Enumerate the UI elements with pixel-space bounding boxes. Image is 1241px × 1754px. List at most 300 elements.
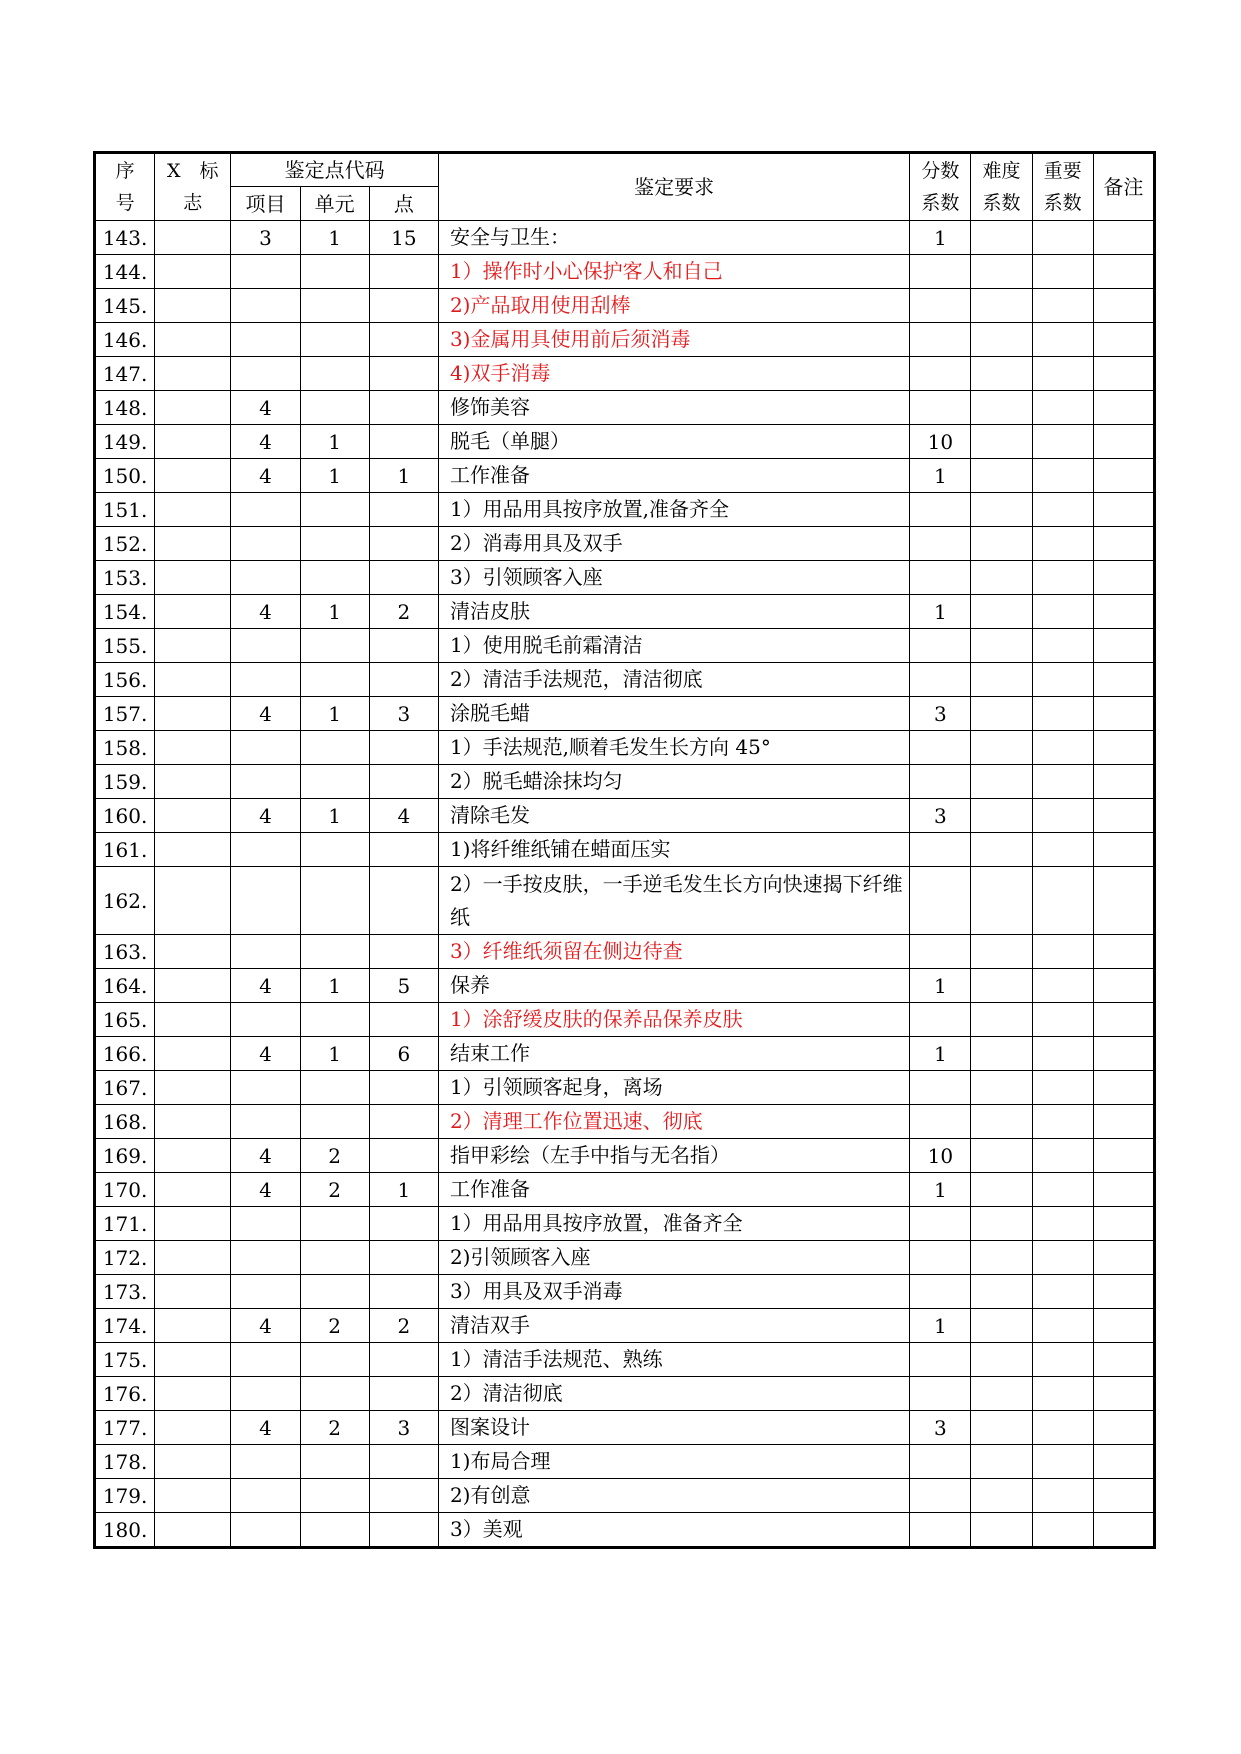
cell-score: 1 (910, 1173, 971, 1207)
cell-requirement: 安全与卫生： (438, 221, 909, 255)
cell-importance (1032, 1207, 1093, 1241)
table-row (95, 1173, 1155, 1207)
cell-point (369, 867, 438, 935)
cell-xflag (155, 1445, 231, 1479)
cell-requirement: 1）用品用具按序放置,准备齐全 (438, 493, 909, 527)
cell-remark (1093, 595, 1154, 629)
cell-item (231, 1241, 300, 1275)
cell-unit: 1 (300, 1037, 369, 1071)
cell-xflag (155, 561, 231, 595)
cell-importance (1032, 663, 1093, 697)
cell-point (369, 765, 438, 799)
cell-requirement: 2)引领顾客入座 (438, 1241, 909, 1275)
cell-seq: 164. (95, 969, 155, 1003)
cell-xflag (155, 595, 231, 629)
cell-remark (1093, 323, 1154, 357)
header-remark: 备注 (1093, 153, 1154, 221)
cell-unit: 1 (300, 697, 369, 731)
cell-seq: 175. (95, 1343, 155, 1377)
cell-remark (1093, 221, 1154, 255)
cell-seq: 147. (95, 357, 155, 391)
cell-seq: 178. (95, 1445, 155, 1479)
cell-item (231, 561, 300, 595)
cell-remark (1093, 765, 1154, 799)
cell-requirement: 1）操作时小心保护客人和自己 (438, 255, 909, 289)
cell-requirement: 1)布局合理 (438, 1445, 909, 1479)
cell-point: 3 (369, 1411, 438, 1445)
cell-requirement: 2)有创意 (438, 1479, 909, 1513)
cell-unit: 2 (300, 1173, 369, 1207)
cell-point (369, 731, 438, 765)
cell-requirement: 2)产品取用使用刮棒 (438, 289, 909, 323)
cell-xflag (155, 1105, 231, 1139)
table-row (95, 1003, 1155, 1037)
cell-unit: 1 (300, 221, 369, 255)
cell-requirement: 结束工作 (438, 1037, 909, 1071)
cell-score (910, 357, 971, 391)
cell-xflag (155, 323, 231, 357)
cell-importance (1032, 459, 1093, 493)
cell-score (910, 867, 971, 935)
cell-requirement: 2）一手按皮肤，一手逆毛发生长方向快速揭下纤维纸 (438, 867, 909, 935)
table-row (95, 1445, 1155, 1479)
cell-difficulty (971, 1173, 1032, 1207)
cell-xflag (155, 935, 231, 969)
cell-score (910, 1479, 971, 1513)
cell-importance (1032, 867, 1093, 935)
cell-remark (1093, 391, 1154, 425)
header-xflag-top: X 标 (166, 160, 219, 182)
cell-unit (300, 833, 369, 867)
cell-xflag (155, 799, 231, 833)
cell-unit: 2 (300, 1411, 369, 1445)
cell-point (369, 1207, 438, 1241)
cell-requirement: 保养 (438, 969, 909, 1003)
cell-score: 1 (910, 1309, 971, 1343)
table-row (95, 425, 1155, 459)
cell-seq: 180. (95, 1513, 155, 1548)
cell-point (369, 935, 438, 969)
cell-item (231, 1071, 300, 1105)
cell-importance (1032, 1377, 1093, 1411)
cell-remark (1093, 1513, 1154, 1548)
cell-requirement: 3)金属用具使用前后须消毒 (438, 323, 909, 357)
table-row (95, 1207, 1155, 1241)
cell-item: 4 (231, 391, 300, 425)
cell-seq: 163. (95, 935, 155, 969)
cell-point (369, 323, 438, 357)
table-row (95, 493, 1155, 527)
cell-point (369, 289, 438, 323)
cell-seq: 161. (95, 833, 155, 867)
cell-seq: 167. (95, 1071, 155, 1105)
cell-unit: 1 (300, 799, 369, 833)
cell-unit: 1 (300, 459, 369, 493)
cell-unit (300, 357, 369, 391)
cell-seq: 172. (95, 1241, 155, 1275)
table-body (95, 221, 1155, 1548)
table-row (95, 1037, 1155, 1071)
cell-seq: 151. (95, 493, 155, 527)
table-row (95, 1105, 1155, 1139)
cell-point: 2 (369, 595, 438, 629)
cell-unit (300, 1241, 369, 1275)
cell-seq: 145. (95, 289, 155, 323)
cell-xflag (155, 357, 231, 391)
cell-seq: 153. (95, 561, 155, 595)
cell-point (369, 1003, 438, 1037)
cell-score (910, 663, 971, 697)
cell-xflag (155, 867, 231, 935)
cell-xflag (155, 221, 231, 255)
cell-seq: 170. (95, 1173, 155, 1207)
cell-item (231, 833, 300, 867)
cell-seq: 168. (95, 1105, 155, 1139)
cell-score (910, 255, 971, 289)
cell-difficulty (971, 731, 1032, 765)
cell-item (231, 1377, 300, 1411)
cell-item: 4 (231, 1139, 300, 1173)
cell-difficulty (971, 1445, 1032, 1479)
cell-importance (1032, 357, 1093, 391)
header-seq-bottom: 号 (115, 192, 135, 214)
cell-difficulty (971, 357, 1032, 391)
cell-importance (1032, 391, 1093, 425)
cell-point: 1 (369, 459, 438, 493)
cell-point (369, 833, 438, 867)
cell-xflag (155, 1071, 231, 1105)
cell-importance (1032, 561, 1093, 595)
cell-remark (1093, 799, 1154, 833)
cell-seq: 149. (95, 425, 155, 459)
table-row (95, 1377, 1155, 1411)
cell-xflag (155, 629, 231, 663)
cell-xflag (155, 1343, 231, 1377)
cell-difficulty (971, 493, 1032, 527)
cell-remark (1093, 1377, 1154, 1411)
cell-point (369, 357, 438, 391)
header-difficulty (971, 153, 1032, 221)
cell-unit (300, 493, 369, 527)
table-row (95, 221, 1155, 255)
table-row (95, 527, 1155, 561)
cell-point (369, 493, 438, 527)
cell-point (369, 561, 438, 595)
cell-requirement: 1)将纤维纸铺在蜡面压实 (438, 833, 909, 867)
cell-requirement: 2）清洁手法规范，清洁彻底 (438, 663, 909, 697)
cell-requirement: 3）引领顾客入座 (438, 561, 909, 595)
cell-importance (1032, 1003, 1093, 1037)
cell-point (369, 629, 438, 663)
cell-importance (1032, 935, 1093, 969)
table-row (95, 1513, 1155, 1548)
cell-difficulty (971, 391, 1032, 425)
cell-score: 10 (910, 1139, 971, 1173)
cell-importance (1032, 1071, 1093, 1105)
cell-difficulty (971, 1105, 1032, 1139)
cell-remark (1093, 425, 1154, 459)
table-row (95, 459, 1155, 493)
cell-difficulty (971, 935, 1032, 969)
cell-unit (300, 731, 369, 765)
cell-importance (1032, 527, 1093, 561)
cell-difficulty (971, 561, 1032, 595)
cell-remark (1093, 697, 1154, 731)
cell-seq: 166. (95, 1037, 155, 1071)
cell-score (910, 527, 971, 561)
cell-xflag (155, 493, 231, 527)
cell-item (231, 1513, 300, 1548)
cell-score (910, 1275, 971, 1309)
cell-score: 3 (910, 1411, 971, 1445)
cell-point (369, 255, 438, 289)
cell-point: 4 (369, 799, 438, 833)
cell-seq: 159. (95, 765, 155, 799)
cell-importance (1032, 1479, 1093, 1513)
cell-score: 1 (910, 969, 971, 1003)
cell-unit (300, 1377, 369, 1411)
cell-requirement: 3）用具及双手消毒 (438, 1275, 909, 1309)
cell-importance (1032, 1275, 1093, 1309)
cell-unit (300, 1105, 369, 1139)
cell-point (369, 1071, 438, 1105)
cell-unit (300, 1071, 369, 1105)
cell-seq: 148. (95, 391, 155, 425)
cell-remark (1093, 493, 1154, 527)
cell-seq: 146. (95, 323, 155, 357)
cell-item: 4 (231, 969, 300, 1003)
cell-seq: 177. (95, 1411, 155, 1445)
cell-remark (1093, 1411, 1154, 1445)
cell-xflag (155, 697, 231, 731)
cell-item (231, 629, 300, 663)
cell-remark (1093, 1343, 1154, 1377)
table-row (95, 323, 1155, 357)
table-row (95, 1275, 1155, 1309)
cell-importance (1032, 221, 1093, 255)
cell-item (231, 255, 300, 289)
cell-remark (1093, 969, 1154, 1003)
cell-score: 1 (910, 221, 971, 255)
cell-seq: 155. (95, 629, 155, 663)
cell-xflag (155, 1173, 231, 1207)
cell-xflag (155, 663, 231, 697)
cell-requirement: 清洁双手 (438, 1309, 909, 1343)
cell-seq: 165. (95, 1003, 155, 1037)
cell-difficulty (971, 255, 1032, 289)
cell-requirement: 清除毛发 (438, 799, 909, 833)
cell-item (231, 765, 300, 799)
cell-importance (1032, 1513, 1093, 1548)
cell-remark (1093, 1479, 1154, 1513)
cell-point: 5 (369, 969, 438, 1003)
cell-difficulty (971, 833, 1032, 867)
cell-difficulty (971, 459, 1032, 493)
cell-difficulty (971, 1377, 1032, 1411)
cell-seq: 152. (95, 527, 155, 561)
cell-requirement: 脱毛（单腿） (438, 425, 909, 459)
table-row (95, 357, 1155, 391)
table-row (95, 1241, 1155, 1275)
cell-remark (1093, 1003, 1154, 1037)
header-xflag (155, 153, 231, 221)
cell-remark (1093, 935, 1154, 969)
cell-score: 3 (910, 697, 971, 731)
cell-unit: 1 (300, 595, 369, 629)
cell-xflag (155, 391, 231, 425)
cell-xflag (155, 731, 231, 765)
cell-point: 6 (369, 1037, 438, 1071)
cell-difficulty (971, 527, 1032, 561)
cell-item (231, 1343, 300, 1377)
cell-xflag (155, 1479, 231, 1513)
cell-score (910, 1445, 971, 1479)
cell-item: 4 (231, 1309, 300, 1343)
cell-score (910, 1241, 971, 1275)
cell-requirement: 图案设计 (438, 1411, 909, 1445)
cell-score (910, 323, 971, 357)
cell-requirement: 指甲彩绘（左手中指与无名指） (438, 1139, 909, 1173)
header-score-bottom: 系数 (921, 192, 960, 214)
cell-xflag (155, 1037, 231, 1071)
cell-item: 4 (231, 595, 300, 629)
cell-unit (300, 1513, 369, 1548)
header-importance-bottom: 系数 (1043, 192, 1082, 214)
cell-difficulty (971, 663, 1032, 697)
cell-difficulty (971, 1071, 1032, 1105)
cell-importance (1032, 629, 1093, 663)
cell-importance (1032, 731, 1093, 765)
cell-xflag (155, 1139, 231, 1173)
cell-importance (1032, 1445, 1093, 1479)
header-score (910, 153, 971, 221)
header-score-top: 分数 (921, 160, 960, 182)
cell-point (369, 1513, 438, 1548)
cell-point (369, 1343, 438, 1377)
cell-score: 1 (910, 1037, 971, 1071)
table-header (95, 153, 1155, 221)
cell-requirement: 3）美观 (438, 1513, 909, 1548)
cell-requirement: 2）清理工作位置迅速、彻底 (438, 1105, 909, 1139)
cell-unit (300, 867, 369, 935)
cell-requirement: 修饰美容 (438, 391, 909, 425)
cell-seq: 150. (95, 459, 155, 493)
table-row (95, 833, 1155, 867)
table-row (95, 255, 1155, 289)
cell-seq: 143. (95, 221, 155, 255)
cell-xflag (155, 425, 231, 459)
cell-difficulty (971, 1037, 1032, 1071)
header-difficulty-bottom: 系数 (982, 192, 1021, 214)
cell-point (369, 425, 438, 459)
cell-requirement: 1）引领顾客起身，离场 (438, 1071, 909, 1105)
cell-score: 1 (910, 595, 971, 629)
cell-difficulty (971, 1275, 1032, 1309)
cell-seq: 176. (95, 1377, 155, 1411)
table-row (95, 289, 1155, 323)
cell-point: 3 (369, 697, 438, 731)
cell-difficulty (971, 969, 1032, 1003)
cell-remark (1093, 1241, 1154, 1275)
cell-xflag (155, 459, 231, 493)
header-code-item: 项目 (231, 187, 300, 221)
cell-point (369, 391, 438, 425)
cell-requirement: 2）消毒用具及双手 (438, 527, 909, 561)
cell-remark (1093, 1173, 1154, 1207)
table-row (95, 1343, 1155, 1377)
cell-xflag (155, 1309, 231, 1343)
header-code-group: 鉴定点代码 (231, 153, 439, 187)
cell-difficulty (971, 1513, 1032, 1548)
cell-item: 4 (231, 697, 300, 731)
cell-unit (300, 1003, 369, 1037)
header-requirement: 鉴定要求 (438, 153, 909, 221)
cell-difficulty (971, 867, 1032, 935)
table-row (95, 969, 1155, 1003)
header-code-point: 点 (369, 187, 438, 221)
cell-item (231, 1207, 300, 1241)
cell-seq: 158. (95, 731, 155, 765)
cell-score: 10 (910, 425, 971, 459)
cell-item (231, 1003, 300, 1037)
cell-unit (300, 289, 369, 323)
cell-requirement: 2）清洁彻底 (438, 1377, 909, 1411)
cell-seq: 154. (95, 595, 155, 629)
cell-importance (1032, 1241, 1093, 1275)
table-row (95, 867, 1155, 935)
table-row (95, 1309, 1155, 1343)
cell-item (231, 493, 300, 527)
cell-score (910, 1513, 971, 1548)
table-row (95, 1411, 1155, 1445)
cell-requirement: 1）清洁手法规范、熟练 (438, 1343, 909, 1377)
cell-unit: 1 (300, 425, 369, 459)
cell-seq: 173. (95, 1275, 155, 1309)
header-difficulty-top: 难度 (982, 160, 1021, 182)
cell-item (231, 289, 300, 323)
cell-difficulty (971, 595, 1032, 629)
table-row (95, 1071, 1155, 1105)
cell-unit (300, 1479, 369, 1513)
assessment-table (93, 151, 1156, 1549)
cell-unit (300, 1343, 369, 1377)
cell-difficulty (971, 697, 1032, 731)
cell-xflag (155, 969, 231, 1003)
cell-remark (1093, 1445, 1154, 1479)
cell-importance (1032, 595, 1093, 629)
cell-requirement: 1）涂舒缓皮肤的保养品保养皮肤 (438, 1003, 909, 1037)
cell-remark (1093, 629, 1154, 663)
cell-item (231, 663, 300, 697)
cell-unit (300, 1207, 369, 1241)
cell-requirement: 涂脱毛蜡 (438, 697, 909, 731)
cell-item (231, 731, 300, 765)
cell-seq: 157. (95, 697, 155, 731)
cell-score (910, 1003, 971, 1037)
cell-xflag (155, 1275, 231, 1309)
cell-point (369, 1241, 438, 1275)
cell-difficulty (971, 1309, 1032, 1343)
cell-xflag (155, 289, 231, 323)
cell-item: 4 (231, 459, 300, 493)
cell-importance (1032, 1037, 1093, 1071)
table-row (95, 1139, 1155, 1173)
cell-importance (1032, 1411, 1093, 1445)
cell-point (369, 663, 438, 697)
cell-difficulty (971, 1003, 1032, 1037)
cell-item (231, 357, 300, 391)
cell-item: 4 (231, 799, 300, 833)
